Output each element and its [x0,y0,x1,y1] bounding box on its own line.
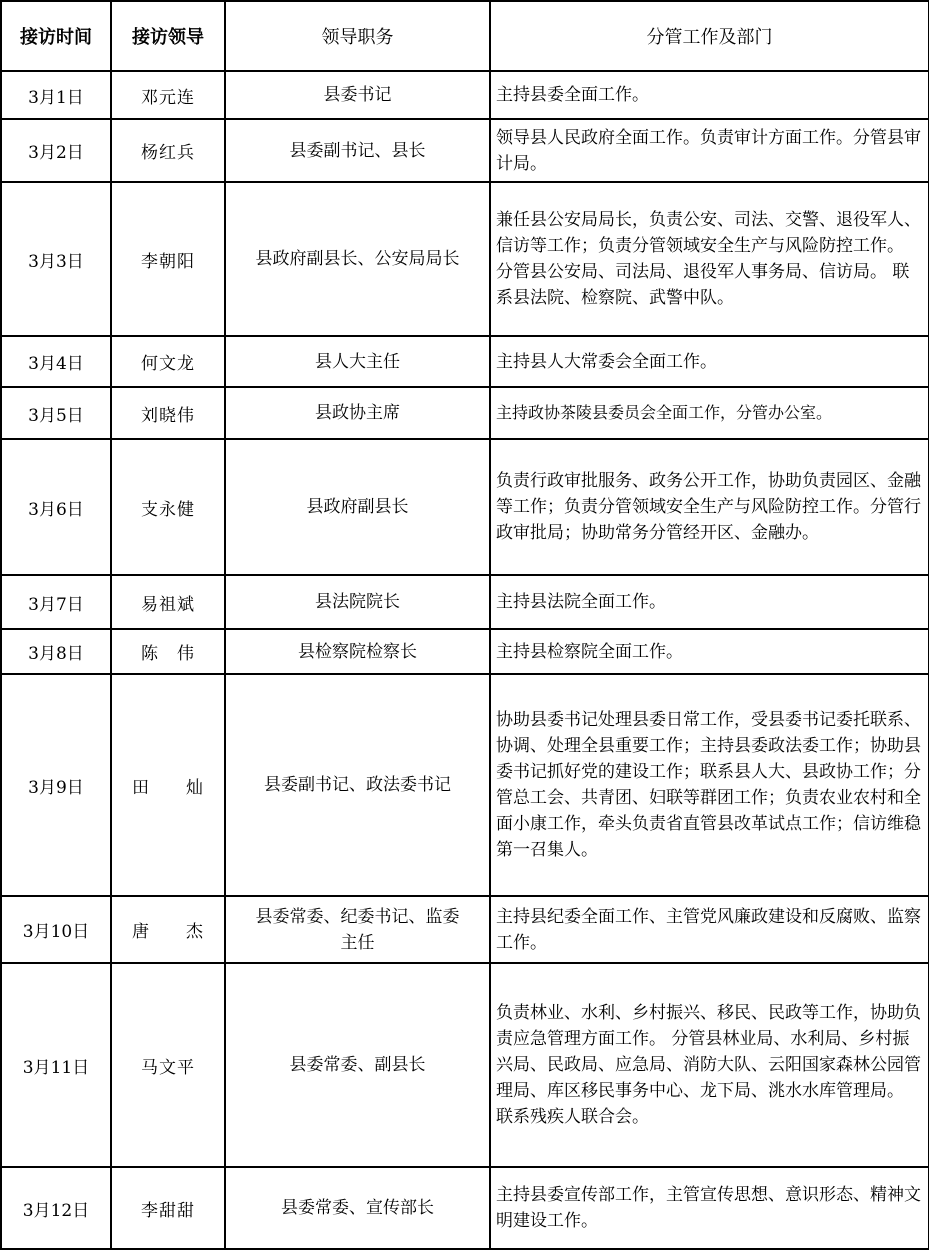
cell-position: 县委副书记、政法委书记 [225,674,490,896]
table-row [1,439,929,575]
cell-position: 县委常委、宣传部长 [225,1167,490,1249]
cell-leader: 马文平 [111,963,225,1167]
cell-duties: 领导县人民政府全面工作。负责审计方面工作。分管县审计局。 [490,119,929,182]
cell-date: 3月3日 [1,182,111,336]
cell-date: 3月12日 [1,1167,111,1249]
table-row [1,674,929,896]
cell-date: 3月8日 [1,629,111,674]
cell-date: 3月9日 [1,674,111,896]
cell-date: 3月7日 [1,575,111,629]
cell-leader: 刘晓伟 [111,387,225,439]
cell-date: 3月1日 [1,71,111,119]
table-row [1,1167,929,1249]
cell-leader: 李甜甜 [111,1167,225,1249]
cell-position: 县检察院检察长 [225,629,490,674]
cell-position: 县委常委、副县长 [225,963,490,1167]
cell-leader: 陈 伟 [111,629,225,674]
cell-duties: 主持政协茶陵县委员会全面工作，分管办公室。 [490,387,929,439]
cell-date: 3月11日 [1,963,111,1167]
cell-duties: 负责林业、水利、乡村振兴、移民、民政等工作，协助负责应急管理方面工作。 分管县林业局、水利局、乡村振兴局、民政局、应急局、消防大队、云阳国家森林公园管理局、库区移民事务中心、龙下局、洮水水库管理局。 联系残疾人联合会。 [490,963,929,1167]
cell-date: 3月6日 [1,439,111,575]
cell-position: 县委常委、纪委书记、监委主任 [225,896,490,963]
header-leader: 接访领导 [111,1,225,71]
table-row [1,71,929,119]
cell-duties: 协助县委书记处理县委日常工作，受县委书记委托联系、协调、处理全县重要工作；主持县委政法委工作；协助县委书记抓好党的建设工作；联系县人大、县政协工作；分管总工会、共青团、妇联等群团工作；负责农业农村和全面小康工作，牵头负责省直管县改革试点工作；信访维稳第一召集人。 [490,674,929,896]
cell-date: 3月2日 [1,119,111,182]
cell-date: 3月10日 [1,896,111,963]
header-position: 领导职务 [225,1,490,71]
table-row [1,182,929,336]
cell-leader: 杨红兵 [111,119,225,182]
cell-leader: 何文龙 [111,336,225,387]
cell-position: 县人大主任 [225,336,490,387]
cell-position: 县委书记 [225,71,490,119]
cell-position: 县政协主席 [225,387,490,439]
cell-duties: 主持县人大常委会全面工作。 [490,336,929,387]
cell-duties: 负责行政审批服务、政务公开工作，协助负责园区、金融等工作；负责分管领域安全生产与风险防控工作。分管行政审批局；协助常务分管经开区、金融办。 [490,439,929,575]
cell-date: 3月4日 [1,336,111,387]
cell-duties: 主持县检察院全面工作。 [490,629,929,674]
cell-position: 县政府副县长 [225,439,490,575]
cell-date: 3月5日 [1,387,111,439]
cell-leader: 唐 杰 [111,896,225,963]
cell-duties: 主持县法院全面工作。 [490,575,929,629]
header-date: 接访时间 [1,1,111,71]
cell-duties: 主持县纪委全面工作、主管党风廉政建设和反腐败、监察工作。 [490,896,929,963]
table-row [1,119,929,182]
cell-position: 县政府副县长、公安局局长 [225,182,490,336]
cell-leader: 邓元连 [111,71,225,119]
table-row [1,387,929,439]
cell-duties: 主持县委宣传部工作，主管宣传思想、意识形态、精神文明建设工作。 [490,1167,929,1249]
table-row [1,629,929,674]
cell-position: 县法院院长 [225,575,490,629]
cell-duties: 兼任县公安局局长，负责公安、司法、交警、退役军人、信访等工作；负责分管领域安全生产与风险防控工作。 分管县公安局、司法局、退役军人事务局、信访局。 联系县法院、检察院、武警中队。 [490,182,929,336]
header-row [1,1,929,71]
cell-leader: 李朝阳 [111,182,225,336]
table-row [1,963,929,1167]
cell-duties: 主持县委全面工作。 [490,71,929,119]
header-duties: 分管工作及部门 [490,1,929,71]
cell-leader: 易祖斌 [111,575,225,629]
table-row [1,896,929,963]
table-row [1,575,929,629]
cell-leader: 支永健 [111,439,225,575]
table-row [1,336,929,387]
cell-position: 县委副书记、县长 [225,119,490,182]
cell-leader: 田 灿 [111,674,225,896]
